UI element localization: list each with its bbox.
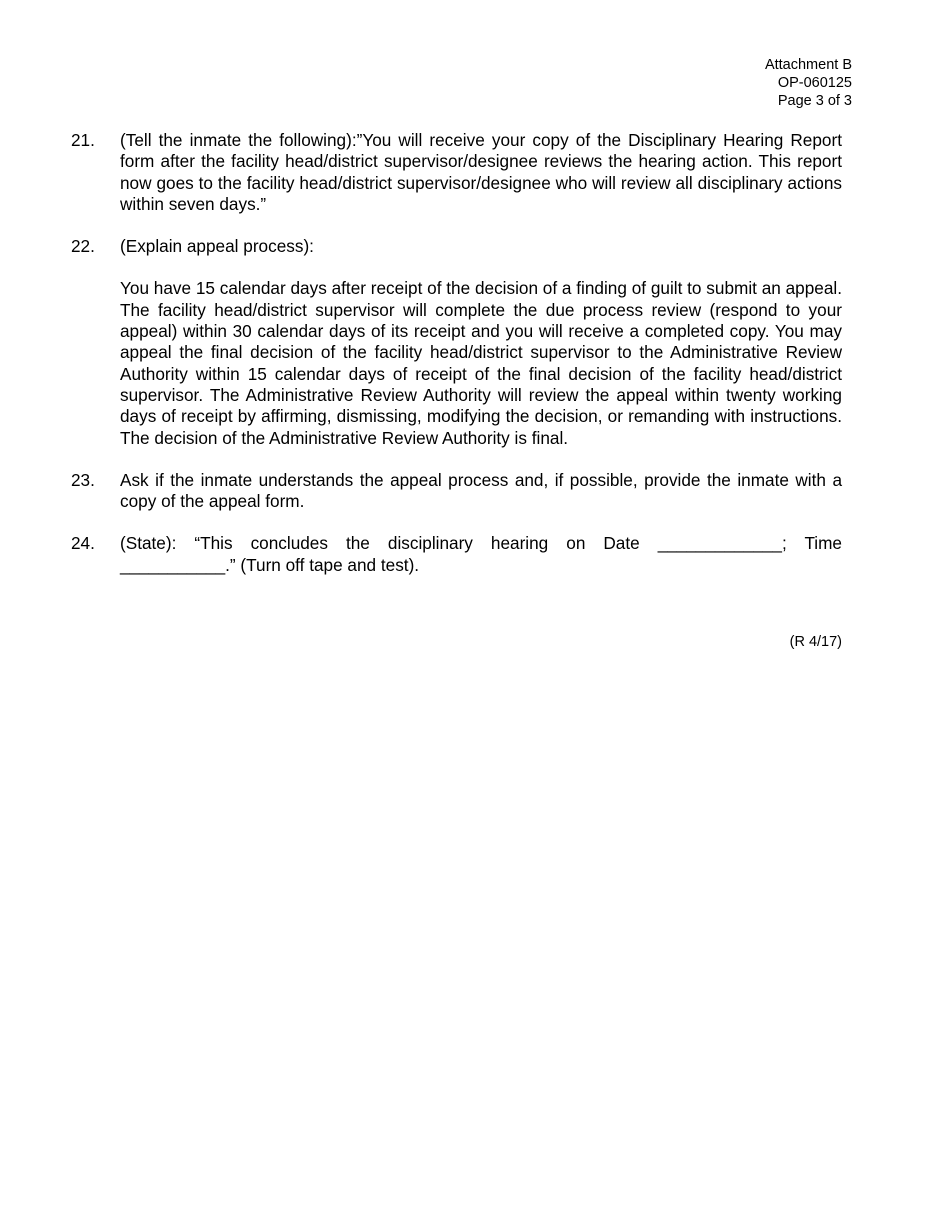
item-number: 22. [71,236,95,257]
list-item-24 [71,533,842,576]
item-number: 24. [71,533,95,554]
item-number: 23. [71,469,95,490]
item-text: (Tell the inmate the following):”You will receive your copy of the Disciplinary Hearing Report form after the facility head/district supervisor/designee reviews the hearing action. This report now goes to the facility head/district supervisor/designee who will review all disciplinary actions within seven days.” [120,130,842,214]
item-text: Ask if the inmate understands the appeal process and, if possible, provide the inmate with a copy of the appeal form. [120,469,842,512]
page-number: Page 3 of 3 [777,93,852,109]
page-header [765,56,852,110]
list-item-21 [71,130,842,215]
item-text: (Explain appeal process): [120,236,314,257]
list-item-23 [71,470,842,513]
revision-note: (R 4/17) [789,634,842,650]
item-text: (State): “This concludes the disciplinary hearing on Date _____________; Time ___________.” (Turn off tape and test). [120,533,842,575]
appeal-process-paragraph: You have 15 calendar days after receipt of the decision of a finding of guilt to submit an appeal. The facility head/district supervisor will complete the due process review (respond to your appeal) within 30 calendar days of its receipt and you will receive a completed copy. You may appeal the final decision of the facility head/district supervisor to the Administrative Review Authority within 15 calendar days of receipt of the final decision of the facility head/district supervisor. The Administrative Review Authority will review the appeal within twenty working days of receipt by affirming, dismissing, modifying the decision, or remanding with instructions. The decision of the Administrative Review Authority is final. [120,278,842,448]
list-item-22 [71,236,842,449]
attachment-label: Attachment B [764,57,852,73]
numbered-list [71,130,842,597]
op-number: OP-060125 [777,75,852,91]
item-number: 21. [71,130,95,150]
